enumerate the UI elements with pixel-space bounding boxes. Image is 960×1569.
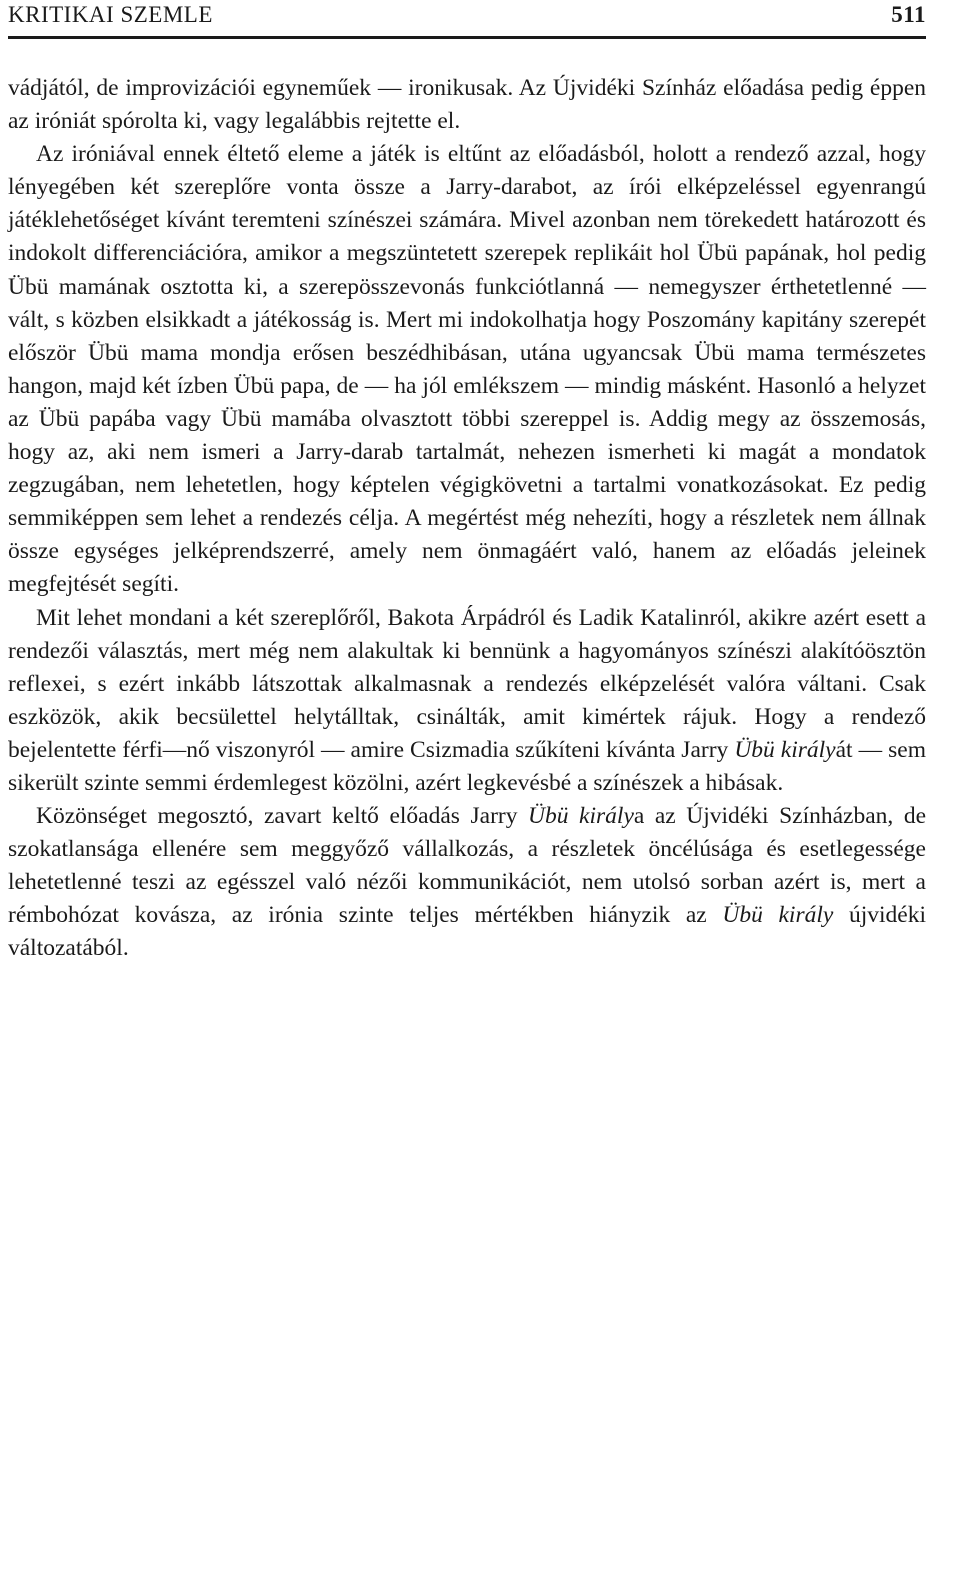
text-run: Az iróniával ennek éltető eleme a játék is eltűnt az előadásból, holott a rendező azzal, hogy lényegében két szereplőre vonta össze a Jarry-darabot, az írói elképzeléssel egyenrangú játéklehetőséget kívánt teremteni színészei számára. Mivel azonban nem törekedett határozott és indokolt differenciációra, amikor a megszüntetett szerepek replikáit hol Übü papának, hol pedig Übü mamának osztotta ki, a szerepösszevonás funkciótlanná — nemegyszer érthetetlenné — vált, s közben elsikkadt a játékosság is. Mert mi indokolhatja hogy Poszomány kapitány szerepét először Übü mama mondja erősen beszédhibásan, utána ugyancsak Übü mama természetes hangon, majd két ízben Übü papa, de — ha jól emlékszem — mindig másként. Hasonló a helyzet az Übü papába vagy Übü mamába olvasztott többi szereppel is. Addig megy az összemosás, hogy az, aki nem ismeri a Jarry-darab tartalmát, nehezen ismerheti ki magát a mondatok zegzugában, nem lehetetlen, hogy képtelen végigkövetni a tartalmi vonatkozásokat. Ez pedig semmiképpen sem lehet a rendezés célja. A megértést még nehezíti, hogy a részletek nem állnak össze egységes jelképrendszerré, amely nem önmagáért való, hanem az előadás jeleinek megfejtését segíti. bbox=[8, 141, 926, 598]
text-run: újvidéki változatából. bbox=[8, 902, 926, 962]
italic-title: Übü király bbox=[528, 803, 634, 830]
article-body bbox=[8, 72, 926, 966]
paragraph bbox=[8, 72, 926, 138]
text-run: át — sem sikerült szinte semmi érdemlegest közölni, azért legkevésbé a színészek a hibásak. bbox=[8, 736, 926, 796]
text-run: vádjától, de improvizációi egyneműek — ironikusak. Az Újvidéki Színház előadása pedig éppen az iróniát spórolta ki, vagy legalábbis rejtette el. bbox=[8, 75, 926, 135]
italic-title: Übü király bbox=[722, 902, 834, 929]
paragraph bbox=[8, 602, 926, 801]
journal-title: KRITIKAI SZEMLE bbox=[8, 2, 213, 27]
running-header bbox=[8, 0, 926, 39]
paragraph bbox=[8, 138, 926, 601]
page-number: 511 bbox=[891, 2, 926, 27]
italic-title: Übü király bbox=[734, 736, 836, 763]
text-run: Közönséget megosztó, zavart keltő előadás Jarry bbox=[36, 803, 529, 830]
text-run: Mit lehet mondani a két szereplőről, Bakota Árpádról és Ladik Katalinról, akikre azért esett a rendezői választás, mert még nem alakultak ki bennünk a hagyományos színészi alakítóösztön reflexei, s ezért inkább látszottak alkalmasnak a rendezés elképzelését valóra váltani. Csak eszközök, akik becsülettel helytálltak, csinálták, amit kimértek rájuk. Hogy a rendező bejelentette férfi—nő viszonyról — amire Csizmadia szűkíteni kívánta Jarry bbox=[8, 604, 926, 763]
paragraph bbox=[8, 800, 926, 965]
text-run: a az Újvidéki Színházban, de szokatlansága ellenére sem meggyőző vállalkozás, a részletek öncélúsága és esetlegessége lehetetlenné teszi az egésszel való nézői kommunikációt, nem utolsó sorban azért is, mert a rémbohózat kovásza, az irónia szinte teljes mértékben hiányzik az bbox=[8, 803, 926, 929]
